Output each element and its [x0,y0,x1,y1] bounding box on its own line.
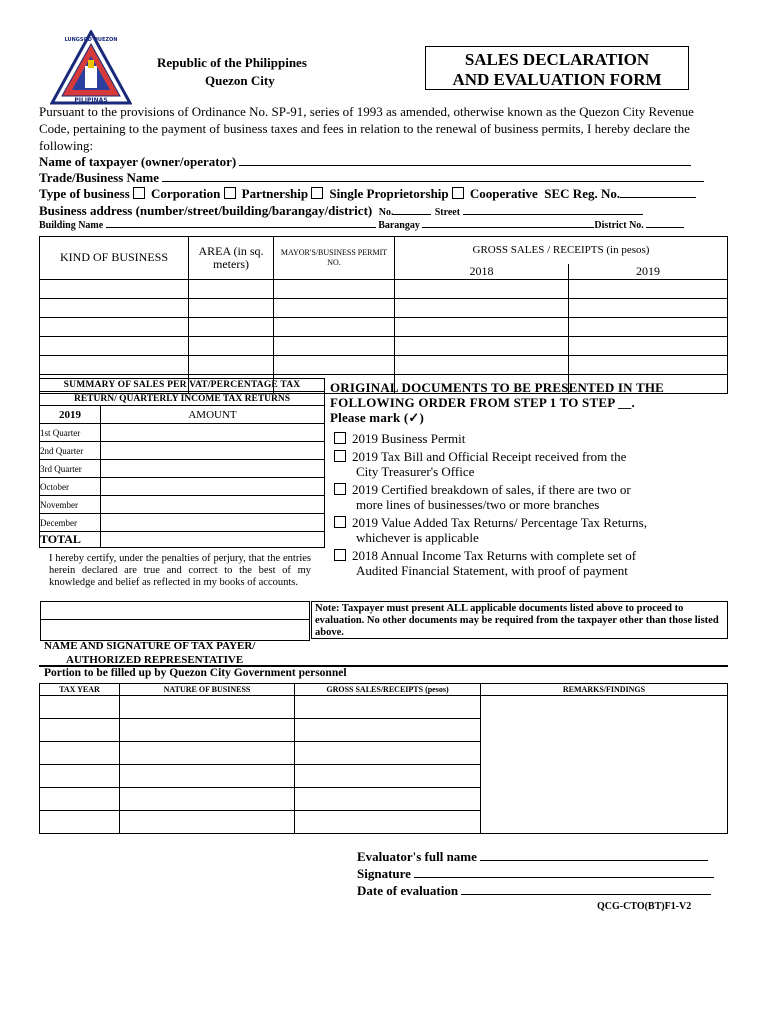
seal-text-bottom: PILIPINAS [74,97,108,104]
document-checkbox[interactable] [334,432,346,444]
evaluator-name-field[interactable] [357,849,708,865]
table-row [40,317,728,336]
city-label: Quezon City [205,73,275,88]
year-2019-header: 2019 [569,264,728,280]
quezon-city-seal [50,30,132,105]
table-row [40,336,728,355]
gross-receipts-header: GROSS SALES/RECEIPTS (pesos) [295,684,481,696]
november-amount[interactable] [101,496,325,514]
evaluator-name-label: Evaluator's full name [357,849,477,864]
building-label: Building Name [39,220,104,231]
october-amount[interactable] [101,478,325,496]
title-line-2: AND EVALUATION FORM [452,70,662,89]
documents-heading-2: FOLLOWING ORDER FROM STEP 1 TO STEP __. [330,395,635,410]
table-row [40,355,728,374]
barangay-label: Barangay [378,220,420,231]
table-row [40,696,728,719]
amount-header: AMOUNT [101,406,325,424]
document-checkbox[interactable] [334,450,346,462]
summary-table [39,378,325,548]
permit-header: MAYOR'S/BUSINESS PERMIT NO. [274,237,395,280]
evaluation-date-field[interactable] [357,883,711,899]
summary-title-1: SUMMARY OF SALES PER VAT/PERCENTAGE TAX [40,379,325,392]
evaluator-name-line[interactable] [480,860,708,861]
remarks-cell[interactable] [481,696,728,834]
year-2018-header: 2018 [395,264,569,280]
building-field [39,220,739,231]
type-label: Type of business [39,186,130,201]
documents-list [334,431,714,578]
table-row [40,298,728,317]
trade-name-input-line[interactable] [162,181,704,182]
portion-label: Portion to be filled up by Quezon City Government personnel [44,667,347,679]
list-item: 2018 Annual Income Tax Returns with complete set of Audited Financial Statement, with proof of payment [334,548,714,578]
taxpayer-field[interactable] [39,154,729,170]
documents-heading [330,380,664,425]
quarter-2-amount[interactable] [101,442,325,460]
november-label: November [40,496,101,514]
gross-header: GROSS SALES / RECEIPTS (in pesos) [395,237,728,264]
signature-caption-2: AUTHORIZED REPRESENTATIVE [66,654,244,666]
quarter-1-label: 1st Quarter [40,424,101,442]
corporation-checkbox[interactable] [133,187,145,199]
cooperative-checkbox[interactable] [452,187,464,199]
note-box: Note: Taxpayer must present ALL applicable documents listed above to proceed to evaluation. No other documents may be required from the taxpayer other than those listed above. [311,601,728,639]
no-label: No. [378,207,394,218]
quarter-2-label: 2nd Quarter [40,442,101,460]
list-item: 2019 Value Added Tax Returns/ Percentage Tax Returns, whichever is applicable [334,515,714,545]
list-item: 2019 Business Permit [334,431,714,446]
october-label: October [40,478,101,496]
sole-proprietorship-checkbox[interactable] [311,187,323,199]
street-label: Street [434,207,461,218]
list-item: 2019 Tax Bill and Official Receipt received from the City Treasurer's Office [334,449,714,479]
signature-caption [44,639,255,667]
document-checkbox[interactable] [334,516,346,528]
cooperative-label: Cooperative [469,186,538,201]
form-code: QCG-CTO(BT)F1-V2 [597,901,692,912]
december-amount[interactable] [101,514,325,532]
business-type-field [39,186,739,202]
certification-text: I hereby certify, under the penalties of perjury, that the entries herein declared are true and correct to the best of my knowledge and belief as reflected in my books of accounts. [49,553,311,588]
total-amount[interactable] [101,532,325,548]
corporation-label: Corporation [151,186,221,201]
business-table [39,236,728,394]
quarter-1-amount[interactable] [101,424,325,442]
quarter-3-amount[interactable] [101,460,325,478]
remarks-header: REMARKS/FINDINGS [481,684,728,696]
address-label: Business address (number/street/building/barangay/district) [39,203,373,218]
form-title [425,46,689,90]
street-input-line[interactable] [463,214,643,215]
sole-prop-label: Single Proprietorship [329,186,449,201]
intro-paragraph: Pursuant to the provisions of Ordinance No. SP-91, series of 1993 as amended, otherwise known as the Quezon City Revenue Code, pertaining to the payment of business taxes and fees in relation to the renewal of business permits, I hereby declare the following: [39,104,694,153]
december-label: December [40,514,101,532]
district-input-line[interactable] [646,227,684,228]
address-field [39,203,739,219]
evaluator-signature-field[interactable] [357,866,714,882]
list-item: 2019 Certified breakdown of sales, if there are two or more lines of businesses/two or more branches [334,482,714,512]
document-checkbox[interactable] [334,483,346,495]
taxpayer-label: Name of taxpayer (owner/operator) [39,154,237,169]
signature-caption-1: NAME AND SIGNATURE OF TAX PAYER/ [44,640,256,652]
please-mark-label: Please mark (✓) [330,410,425,425]
summary-title-2: RETURN/ QUARTERLY INCOME TAX RETURNS [40,392,325,406]
evaluator-signature-label: Signature [357,866,411,881]
republic-label: Republic of the Philippines [157,55,307,70]
evaluation-date-label: Date of evaluation [357,883,459,898]
summary-year: 2019 [40,406,101,424]
total-label: TOTAL [40,532,101,548]
nature-header: NATURE OF BUSINESS [120,684,295,696]
district-label: District No. [594,220,644,231]
documents-heading-1: ORIGINAL DOCUMENTS TO BE PRESENTED IN THE [330,380,665,395]
kind-header: KIND OF BUSINESS [40,237,189,280]
taxpayer-input-line[interactable] [239,165,691,166]
sec-reg-label: SEC Reg. No. [544,186,621,201]
document-checkbox[interactable] [334,549,346,561]
partnership-checkbox[interactable] [224,187,236,199]
evaluation-date-line[interactable] [461,894,711,895]
trade-name-field[interactable] [39,170,729,186]
table-row [40,279,728,298]
signature-box[interactable] [40,601,310,641]
tax-year-header: TAX YEAR [40,684,120,696]
evaluation-table [39,683,728,834]
no-input-line[interactable] [393,214,431,215]
area-header: AREA (in sq. meters) [189,237,274,280]
building-input-line[interactable] [106,227,376,228]
seal-text-top: LUNGSOD QUEZON [64,37,118,43]
barangay-input-line[interactable] [422,227,594,228]
partnership-label: Partnership [241,186,309,201]
trade-name-label: Trade/Business Name [39,170,160,185]
sec-reg-input-line[interactable] [620,197,696,198]
title-line-1: SALES DECLARATION [464,50,650,69]
evaluator-signature-line[interactable] [414,877,714,878]
quarter-3-label: 3rd Quarter [40,460,101,478]
